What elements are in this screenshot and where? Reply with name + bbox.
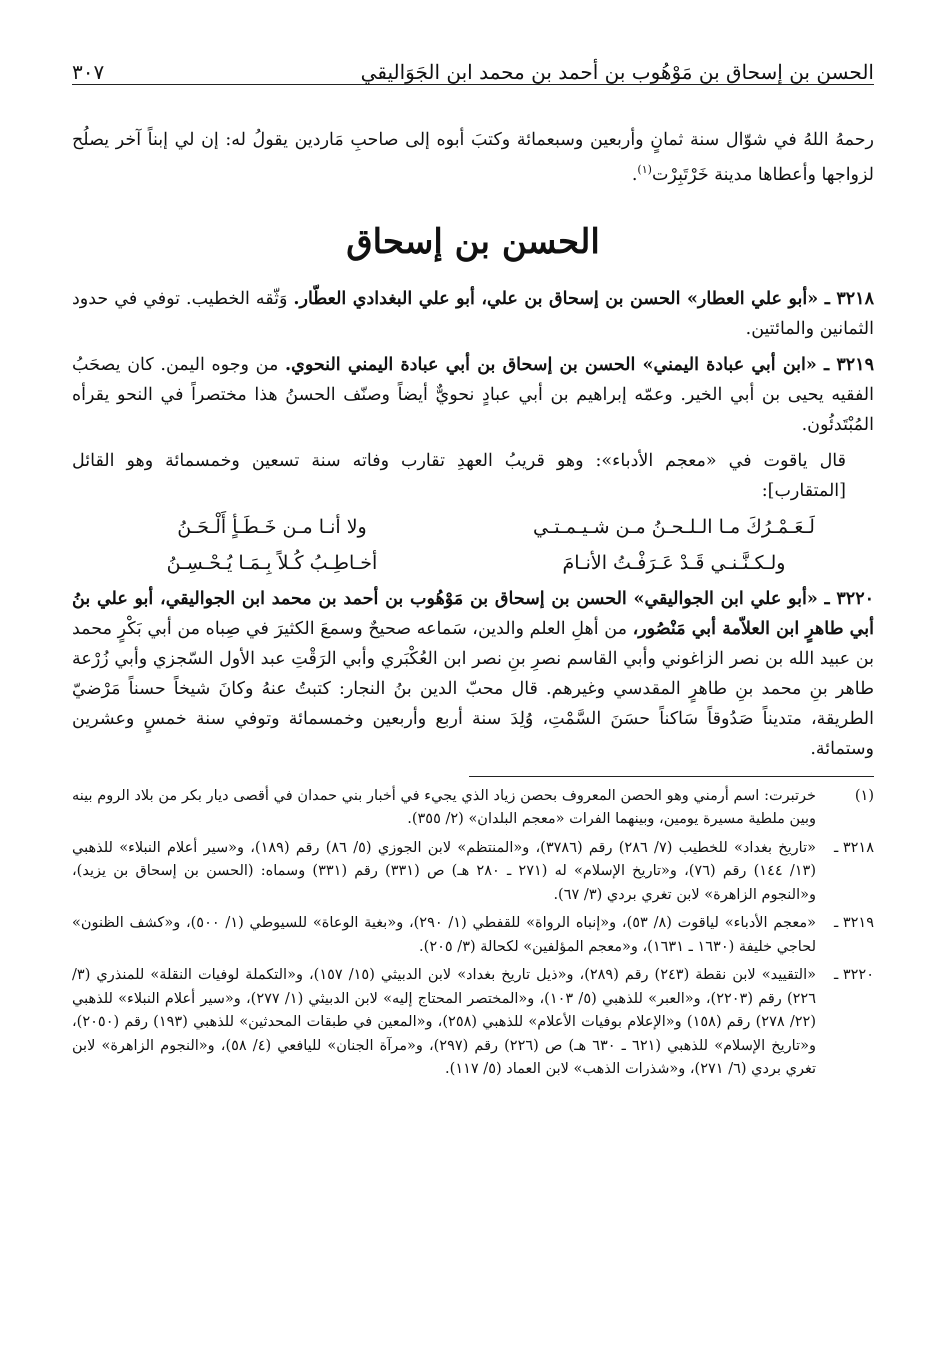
footnote-ref: (١)	[637, 163, 652, 176]
footnote-number: ٣٢٢٠ ـ	[833, 967, 874, 984]
footnote	[72, 785, 874, 832]
page-number: ٣٠٧	[72, 60, 105, 84]
entry-heading: ٣٢١٩ ـ «ابن أبي عبادة اليمني» الحسن بن إسحاق بن أبي عبادة اليمني النحوي.	[285, 354, 874, 375]
intro-paragraph	[72, 125, 874, 190]
footnote	[72, 837, 874, 908]
footnote-text: «تاريخ بغداد» للخطيب (٧/ ٢٨٦) رقم (٣٧٨٦)، و«المنتظم» لابن الجوزي (٥/ ٨٦) رقم (١٨٩)، و«سير أعلام النبلاء» للذهبي (١٣/ ١٤٤) رقم (٧٦)، و«تاريخ الإسلام» له (٢٧١ ـ ٢٨٠ هـ) ص (٣٣١) رقم (٣٣١) وسماه: (الحسن بن إسحاق بن يزيد)، و«النجوم الزاهرة» لابن تغري بردي (٣/ ٦٧).	[72, 839, 817, 903]
footnote-number: (١)	[854, 787, 874, 804]
yaqut-quote: قال ياقوت في «معجم الأدباء»: وهو قريبُ العهدِ تقارب وفاته سنة تسعين وخمسمائة وهو القائل [المتقارب]:	[72, 450, 846, 501]
verse-line	[72, 548, 874, 578]
entry-3219	[72, 350, 874, 440]
footnote-separator	[469, 776, 874, 777]
footnotes	[72, 785, 874, 1082]
section-title: الحسن بن إسحاق	[346, 221, 600, 262]
book-page	[72, 40, 874, 1340]
footnote-number: ٣٢١٩ ـ	[833, 915, 874, 932]
verse-second-hemistich: أخـاطِـبُ كُـلاً بِـمَـا يُـحْـسِـنُ	[166, 551, 378, 574]
entry-3220	[72, 584, 874, 764]
footnote-text: «التقييد» لابن نقطة (٢٤٣) رقم (٢٨٩)، و«ذيل تاريخ بغداد» لابن الدبيثي (١٥/ ١٥٧)، و«التكملة لوفيات النقلة» للمنذري (٣/ ٢٢٦) رقم (٢٢٠٣)، و«العبر» للذهبي (٥/ ١٠٣)، و«المختصر المحتاج إليه» لابن الدبيثي (١/ ٢٧٧)، و«سير أعلام النبلاء» للذهبي (٢٢/ ٢٧٨) رقم (١٥٨) و«الإعلام بوفيات الأعلام» للذهبي (٢٥٨)، و«المعين في طبقات المحدثين» للذهبي (١٩٣) رقم (٢٠٥٠)، و«تاريخ الإسلام» للذهبي (٦٢١ ـ ٦٣٠ هـ) ص (٢٢٦) رقم (٢٩٧)، و«مرآة الجنان» لليافعي (٤/ ٥٨)، و«النجوم الزاهرة» لابن تغري بردي (٦/ ٢٧١)، و«شذرات الذهب» لابن العماد (٥/ ١١٧).	[72, 967, 817, 1078]
footnote	[72, 964, 874, 1082]
footnote-text: «معجم الأدباء» لياقوت (٨/ ٥٣)، و«إنباه الرواة» للقفطي (١/ ٢٩٠)، و«بغية الوعاة» للسيوطي (١/ ٥٠٠)، و«كشف الظنون» لحاجي خليفة (١٦٣٠ ـ ١٦٣١)، و«معجم المؤلفين» لكحالة (٣/ ٢٠٥).	[72, 915, 816, 955]
verse-first-hemistich: ولـكـنَّـنـي قَـدْ عَـرَفْـتُ الأنـامَ	[562, 551, 786, 574]
entry-3218	[72, 284, 874, 344]
running-header	[72, 40, 874, 85]
entry-text: وَثّقه الخطيب. توفي في حدود الثمانين والمائتين.	[72, 288, 874, 339]
main-text	[72, 125, 874, 764]
entry-heading: ٣٢٢٠ ـ «أبو علي ابن الجواليقي» الحسن بن إسحاق بن مَوْهُوب بن أحمد بن محمد ابن الجواليقي، أبو علي بنُ أبي طاهرٍ ابن العلاّمة أبي مَنْصُور،	[72, 588, 875, 639]
running-title: الحسن بن إسحاق بن مَوْهُوب بن أحمد بن محمد ابن الجَوَاليقي	[360, 60, 874, 84]
entry-heading: ٣٢١٨ ـ «أبو علي العطار» الحسن بن إسحاق بن علي، أبو علي البغدادي العطّار.	[293, 288, 874, 309]
footnote	[72, 912, 874, 959]
entry-text: من وجوه اليمن. كان يصحَبُ الفقيه يحيى بن أبي الخير. وعمّه إبراهيم بن أبي عبادٍ نحويٌّ أيضاً وصنّف الحسنُ هذا مختصراً في النحو يقرأه المُبْتَدئُون.	[72, 354, 874, 435]
verse-first-hemistich: لَـعَـمْـرُكَ مـا الـلـحـنُ مـن شـيـمـتـي	[533, 515, 815, 538]
verse-line	[72, 512, 874, 542]
verse-second-hemistich: ولا أنـا مـن خَـطَـأٍ أَلْـحَـنُ	[177, 515, 367, 538]
entry-text: من أهلِ العلم والدين، سَماعه صحيحٌ وسمعَ الكثيرَ في صِباه من أبي بَكْرٍ محمد بن عبيد الله بن نصر الزاغوني وأبي القاسم نصرِ بنِ نصر ابن العُكْبَري وأبي الرَقْتِ عبد الأول السّجزي وأبي زُرْعة طاهر بنِ محمد بنِ طاهرٍ المقدسي وغيرهم. قال محبّ الدين بنُ النجار: كتبتُ عنهُ وكانَ شيخاً حسناً مَرْضيّ الطريقة، متديناً صَدُوقاً سَاكناً حسَنَ السَّمْتِ، وُلِدَ سنة أربع وأربعين وخمسمائة وتوفي سنة خمسٍ وعشرين وستمائة.	[72, 618, 874, 759]
footnote-number: ٣٢١٨ ـ	[833, 839, 874, 856]
footnote-text: خرتبرت: اسم أرمني وهو الحصن المعروف بحصن زياد الذي يجيء في أخبار بني حمدان في أقصى ديار بكر من بلاد الروم بينه وبين ملطية مسيرة يومين، وبينهما الفرات «معجم البلدان» (٢/ ٣٥٥).	[72, 787, 816, 828]
intro-text: رحمهُ اللهُ في شوّال سنة ثمانٍ وأربعين وسبعمائة وكتبَ أبوه إلى صاحبِ مَاردين يقولُ له: إن لي إبناً آخر يصلُح لزواجها وأعطاها مدينة خَرْتَبِرْت	[72, 130, 874, 185]
intro-end: .	[631, 164, 638, 185]
